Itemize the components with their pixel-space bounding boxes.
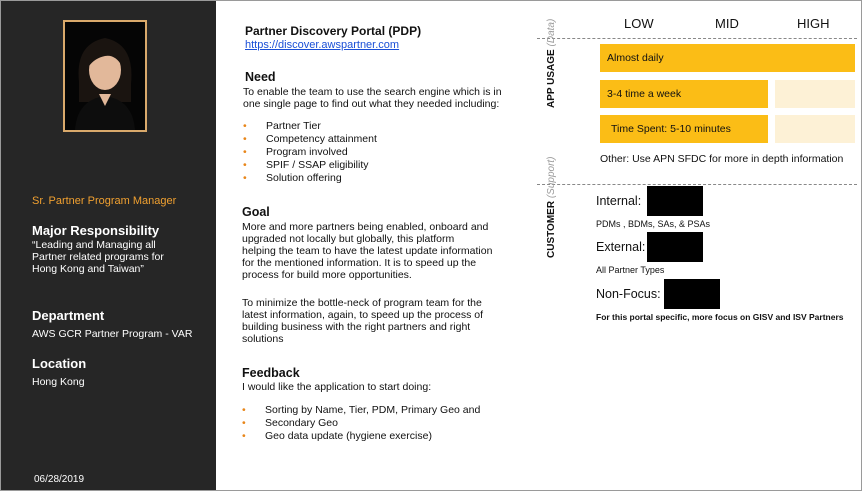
page-title: Partner Discovery Portal (PDP) xyxy=(245,24,422,38)
goal-text-line: process for build more opportunities. xyxy=(242,269,412,281)
need-heading: Need xyxy=(245,70,276,84)
divider xyxy=(537,184,857,185)
redaction-box xyxy=(664,279,720,309)
internal-desc: PDMs , BDMs, SAs, & PSAs xyxy=(596,219,711,229)
level-mid: MID xyxy=(715,16,739,31)
usage-bar-daily: Almost daily xyxy=(600,44,855,72)
feedback-list xyxy=(242,404,480,443)
job-title: Sr. Partner Program Manager xyxy=(32,195,177,207)
list-item-continuation: Secondary Geo xyxy=(265,417,338,429)
profile-sidebar xyxy=(1,1,216,490)
goal-text-line: latest information, again, to speed up the process of xyxy=(242,309,484,321)
department-heading: Department xyxy=(32,308,105,323)
goal-heading: Goal xyxy=(242,205,270,219)
department-value: AWS GCR Partner Program - VAR xyxy=(32,328,193,340)
app-usage-sub: (Data) xyxy=(546,18,557,47)
date: 06/28/2019 xyxy=(34,474,85,485)
divider xyxy=(537,38,857,39)
responsibility-line: Partner related programs for xyxy=(32,251,164,263)
redaction-box xyxy=(647,232,703,262)
usage-bar-empty xyxy=(775,80,855,108)
external-label: External: xyxy=(596,240,646,254)
goal-text-line: More and more partners being enabled, onboard and xyxy=(242,221,489,233)
usage-bar-weekly: 3-4 time a week xyxy=(600,80,768,108)
customer-title: CUSTOMER xyxy=(546,200,557,258)
redaction-box xyxy=(647,186,703,216)
location-value: Hong Kong xyxy=(32,376,85,388)
list-item: • Geo data update (hygiene exercise) xyxy=(242,430,480,443)
goal-text-line: for the mentioned information. It is to speed up the xyxy=(242,257,477,269)
list-item: • Competency attainment xyxy=(243,133,377,146)
nonfocus-label: Non-Focus: xyxy=(596,287,661,301)
usage-bar-time: Time Spent: 5-10 minutes xyxy=(600,115,768,143)
list-item: • Partner Tier xyxy=(243,120,377,133)
goal-text-line: solutions xyxy=(242,333,284,345)
need-list xyxy=(243,120,377,185)
level-low: LOW xyxy=(624,16,654,31)
level-high: HIGH xyxy=(797,16,830,31)
list-item xyxy=(242,417,480,430)
other-note: Other: Use APN SFDC for more in depth information xyxy=(600,153,844,165)
app-usage-title: APP USAGE xyxy=(546,49,557,108)
location-heading: Location xyxy=(32,356,87,371)
goal-text-line: To minimize the bottle-neck of program team for the xyxy=(242,297,482,309)
goal-text-line: helping the team to have the latest update information xyxy=(242,245,493,257)
list-item: • Sorting by Name, Tier, PDM, Primary Geo and xyxy=(242,404,480,417)
nonfocus-desc: For this portal specific, more focus on GISV and ISV Partners xyxy=(596,312,844,322)
feedback-intro: I would like the application to start doing: xyxy=(242,381,432,393)
person-avatar-icon xyxy=(65,22,145,130)
need-text-line: To enable the team to use the search engine which is in xyxy=(243,86,502,98)
customer-label xyxy=(546,156,557,258)
goal-text-line: building business with the right partners and right xyxy=(242,321,471,333)
usage-bar-empty xyxy=(775,115,855,143)
list-item: • Solution offering xyxy=(243,172,377,185)
internal-label: Internal: xyxy=(596,194,642,208)
portal-link[interactable]: https://discover.awspartner.com xyxy=(245,39,400,51)
feedback-heading: Feedback xyxy=(242,366,300,380)
external-desc: All Partner Types xyxy=(596,265,665,275)
need-text-line: one single page to find out what they needed including: xyxy=(243,98,500,110)
app-usage-label xyxy=(546,19,557,108)
goal-text-line: upgraded not locally but globally, this platform xyxy=(242,233,455,245)
responsibility-line: “Leading and Managing all xyxy=(32,239,156,251)
responsibility-heading: Major Responsibility xyxy=(32,223,160,238)
responsibility-line: Hong Kong and Taiwan” xyxy=(32,263,144,275)
list-item: • SPIF / SSAP eligibility xyxy=(243,159,377,172)
profile-photo xyxy=(63,20,147,132)
customer-sub: (Support) xyxy=(546,156,557,199)
list-item: • Program involved xyxy=(243,146,377,159)
